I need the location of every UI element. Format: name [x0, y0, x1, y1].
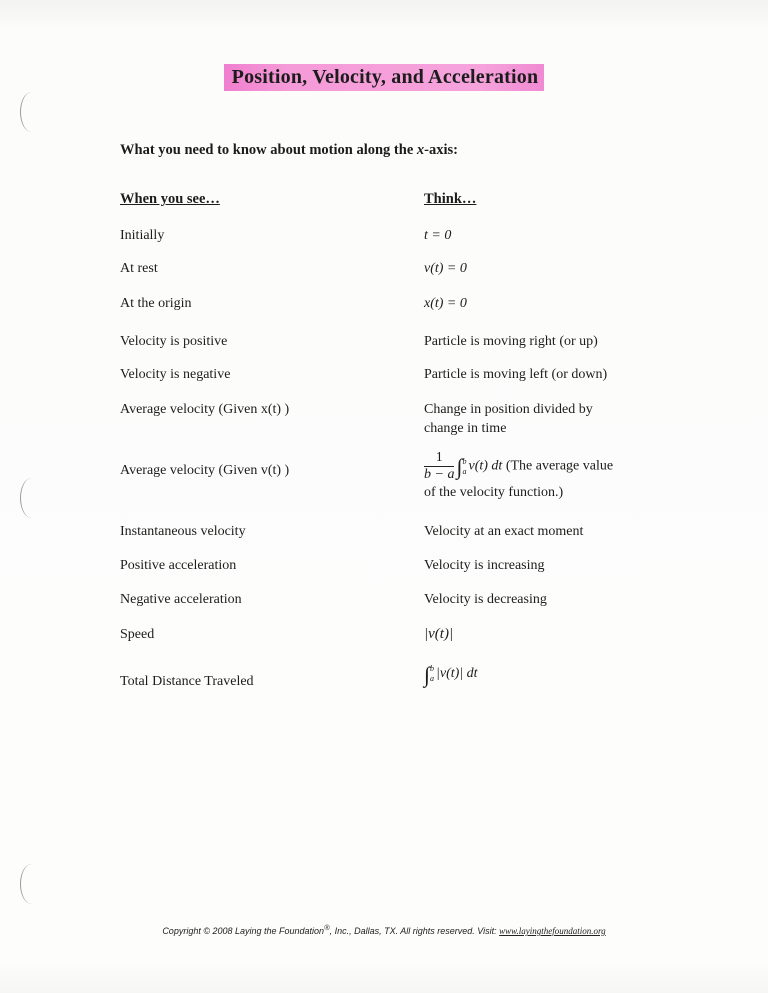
row-instant-vel-left: Instantaneous velocity [120, 524, 246, 539]
row-origin-left: At the origin [120, 296, 192, 311]
avg-value-note: (The average value [505, 458, 614, 474]
row-at-rest-left: At rest [120, 261, 158, 276]
row-total-distance-right [424, 661, 478, 687]
fraction-numerator: 1 [424, 450, 454, 467]
row-initially-right: t = 0 [424, 228, 452, 243]
intro-variable: x [416, 142, 425, 158]
page-title: Position, Velocity, and Acceleration [224, 64, 545, 91]
row-avg-vel-v-left: Average velocity (Given v(t) ) [120, 463, 290, 478]
integral-sign-icon: ∫ [456, 454, 463, 479]
upper-limit: b [430, 664, 435, 673]
row-origin-right: x(t) = 0 [424, 296, 467, 311]
row-neg-accel-right: Velocity is decreasing [424, 592, 547, 607]
header-when-you-see: When you see… [120, 191, 220, 207]
integral-limits [430, 664, 434, 684]
intro-text-end: -axis: [424, 142, 458, 158]
row-neg-accel-left: Negative acceleration [120, 592, 242, 607]
row-vel-positive-right: Particle is moving right (or up) [424, 334, 598, 349]
fraction [424, 450, 454, 483]
footer-text: Copyright © 2008 Laying the Foundation [162, 926, 325, 936]
row-initially-left: Initially [120, 228, 165, 243]
footer-copyright [0, 923, 768, 936]
upper-limit: b [462, 456, 467, 466]
integral-limits [462, 457, 466, 477]
lower-limit: a [430, 674, 435, 683]
row-at-rest-right: v(t) = 0 [424, 261, 467, 276]
footer-text-2: , Inc., Dallas, TX. All rights reserved. Visit: [329, 926, 500, 936]
row-avg-vel-x-left: Average velocity (Given x(t) ) [120, 402, 290, 417]
row-vel-negative-right: Particle is moving left (or down) [424, 367, 608, 382]
integrand: v(t) dt [468, 458, 503, 474]
row-vel-positive-left: Velocity is positive [120, 334, 228, 349]
avg-vel-x-line1: Change in position divided by [424, 402, 593, 417]
integral-sign-icon: ∫ [424, 661, 431, 687]
header-think: Think… [424, 191, 477, 207]
integrand: |v(t)| dt [436, 666, 478, 682]
punch-hole-bottom [20, 864, 43, 904]
row-total-distance-left: Total Distance Traveled [120, 674, 254, 689]
punch-hole-top [20, 92, 43, 132]
row-avg-vel-v-right [424, 450, 613, 502]
row-pos-accel-right: Velocity is increasing [424, 558, 545, 573]
row-pos-accel-left: Positive acceleration [120, 558, 237, 573]
page-title-wrap [0, 66, 768, 89]
row-vel-negative-left: Velocity is negative [120, 367, 231, 382]
row-speed-right: |v(t)| [424, 626, 454, 642]
avg-value-note-line2: of the velocity function.) [424, 485, 564, 500]
intro-line [120, 142, 458, 159]
intro-text: What you need to know about motion along the [120, 142, 417, 158]
punch-hole-middle [20, 478, 43, 518]
lower-limit: a [462, 466, 467, 476]
footer-link[interactable]: www.layingthefoundation.org [499, 926, 606, 936]
avg-vel-x-line2: change in time [424, 421, 507, 436]
fraction-denominator: b − a [424, 467, 455, 482]
row-avg-vel-x-right [424, 400, 593, 438]
row-speed-left: Speed [120, 627, 155, 642]
footer-registered: ® [324, 923, 330, 932]
row-instant-vel-right: Velocity at an exact moment [424, 524, 584, 539]
